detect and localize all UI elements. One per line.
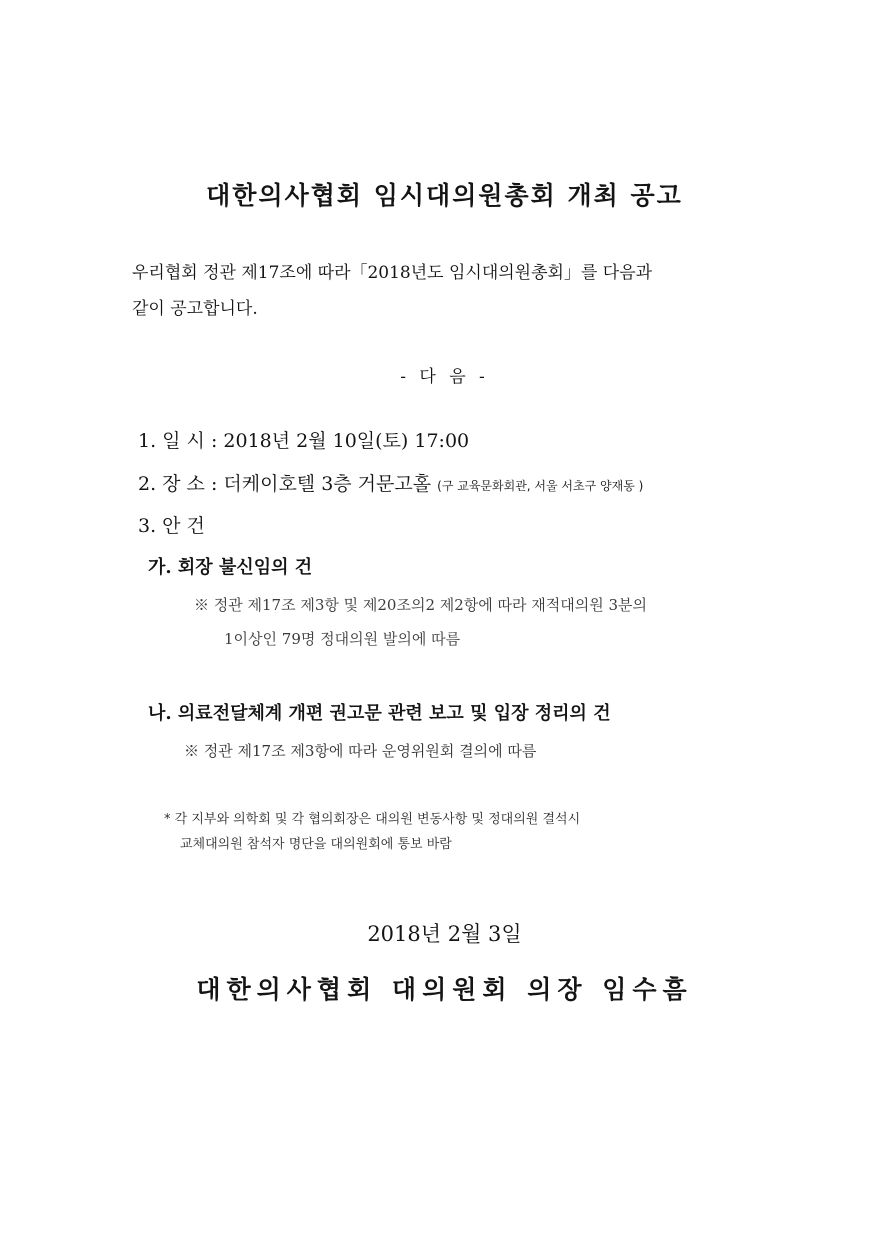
footnote-line-2: 교체대의원 참석자 명단을 대의원회에 통보 바람	[180, 837, 452, 852]
agenda-item-a-reference-line-1: ※ 정관 제17조 제3항 및 제20조의2 제2항에 따라 재적대의원 3분의	[194, 596, 648, 614]
agenda-item-b: 나. 의료전달체계 개편 권고문 관련 보고 및 입장 정리의 건	[148, 703, 611, 724]
document-title: 대한의사협회 임시대의원총회 개최 공고	[206, 181, 683, 210]
section-divider: - 다 음 -	[400, 367, 489, 387]
intro-paragraph-line-2: 같이 공고합니다.	[132, 299, 258, 319]
item-agenda: 3. 안 건	[138, 515, 205, 537]
notice-date: 2018년 2월 3일	[367, 922, 522, 946]
agenda-item-a-reference-line-2: 1이상인 79명 정대의원 발의에 따름	[224, 630, 461, 648]
item-location-note: (구 교육문화회관, 서울 서초구 양재동 )	[437, 479, 644, 493]
agenda-item-b-reference: ※ 정관 제17조 제3항에 따라 운영위원회 결의에 따름	[184, 742, 537, 760]
item-location	[138, 469, 643, 496]
signature: 대한의사협회 대의원회 의장 임수흠	[196, 975, 693, 1004]
item-datetime: 1. 일 시 : 2018년 2월 10일(토) 17:00	[138, 430, 470, 452]
footnote-line-1: * 각 지부와 의학회 및 각 협의회장은 대의원 변동사항 및 정대의원 결석시	[164, 812, 581, 827]
agenda-item-a: 가. 회장 불신임의 건	[148, 557, 313, 578]
intro-paragraph-line-1: 우리협회 정관 제17조에 따라「2018년도 임시대의원총회」를 다음과	[132, 263, 653, 283]
item-location-text: 2. 장 소 : 더케이호텔 3층 거문고홀	[138, 473, 432, 495]
